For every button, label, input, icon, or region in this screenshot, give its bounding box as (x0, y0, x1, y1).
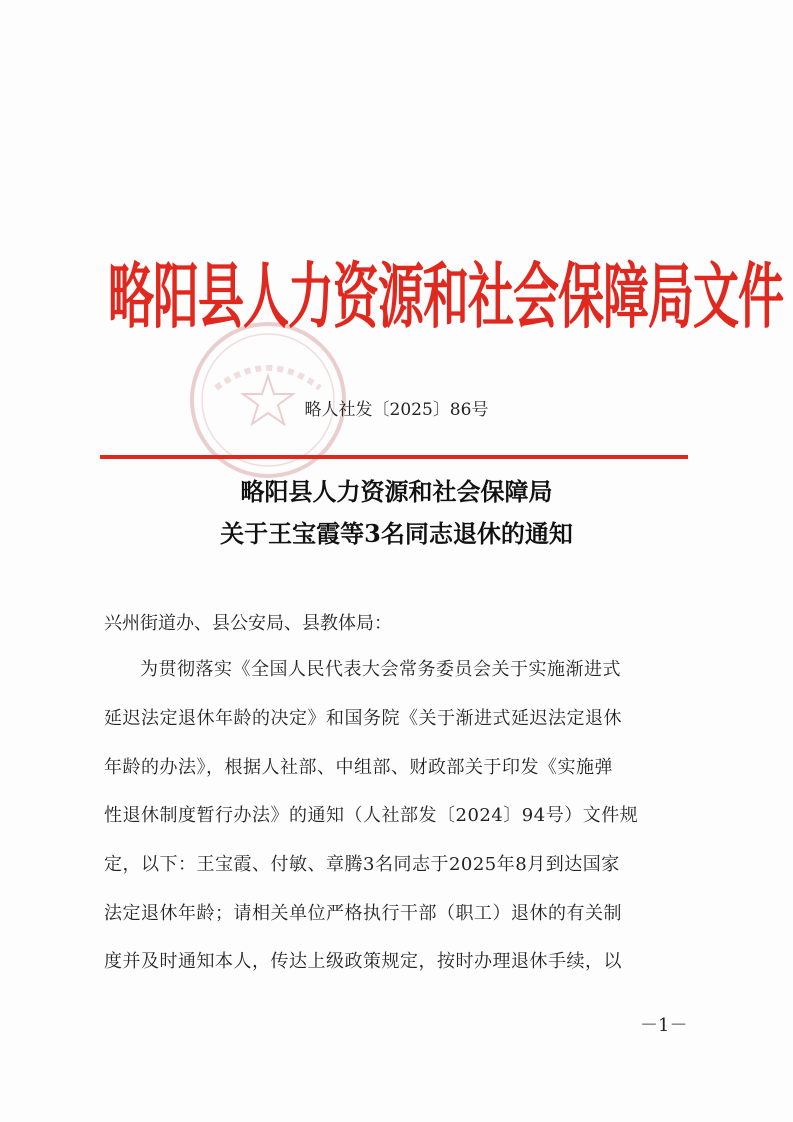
notice-title-line-2: 关于王宝霞等3名同志退休的通知 (220, 519, 573, 548)
notice-title-line-1: 略阳县人力资源和社会保障局 (240, 477, 553, 506)
org-masthead-title: 略阳县人力资源和社会保障局文件 (108, 254, 783, 338)
body-line: 度并及时通知本人，传达上级政策规定，按时办理退休手续，以 (104, 951, 622, 972)
document-number: 略人社发〔2025〕86号 (304, 400, 489, 420)
body-line: 法定退休年龄；请相关单位严格执行干部（职工）退休的有关制 (104, 903, 622, 924)
body-line: 为贯彻落实《全国人民代表大会常务委员会关于实施渐进式 (140, 659, 621, 680)
body-line: 年龄的办法》，根据人社部、中组部、财政部关于印发《实施弹 (104, 757, 613, 778)
body-line: 性退休制度暂行办法》的通知（人社部发〔2024〕94号）文件规 (104, 805, 639, 826)
addressee: 兴州街道办、县公安局、县教体局： (104, 613, 392, 634)
page-number: －1－ (640, 1015, 688, 1036)
body-line: 延迟法定退休年龄的决定》和国务院《关于渐进式延迟法定退休 (104, 708, 622, 729)
body-line: 定，以下：王宝霞、付敏、章腾3名同志于2025年8月到达国家 (104, 854, 620, 875)
red-divider-line (100, 455, 688, 459)
